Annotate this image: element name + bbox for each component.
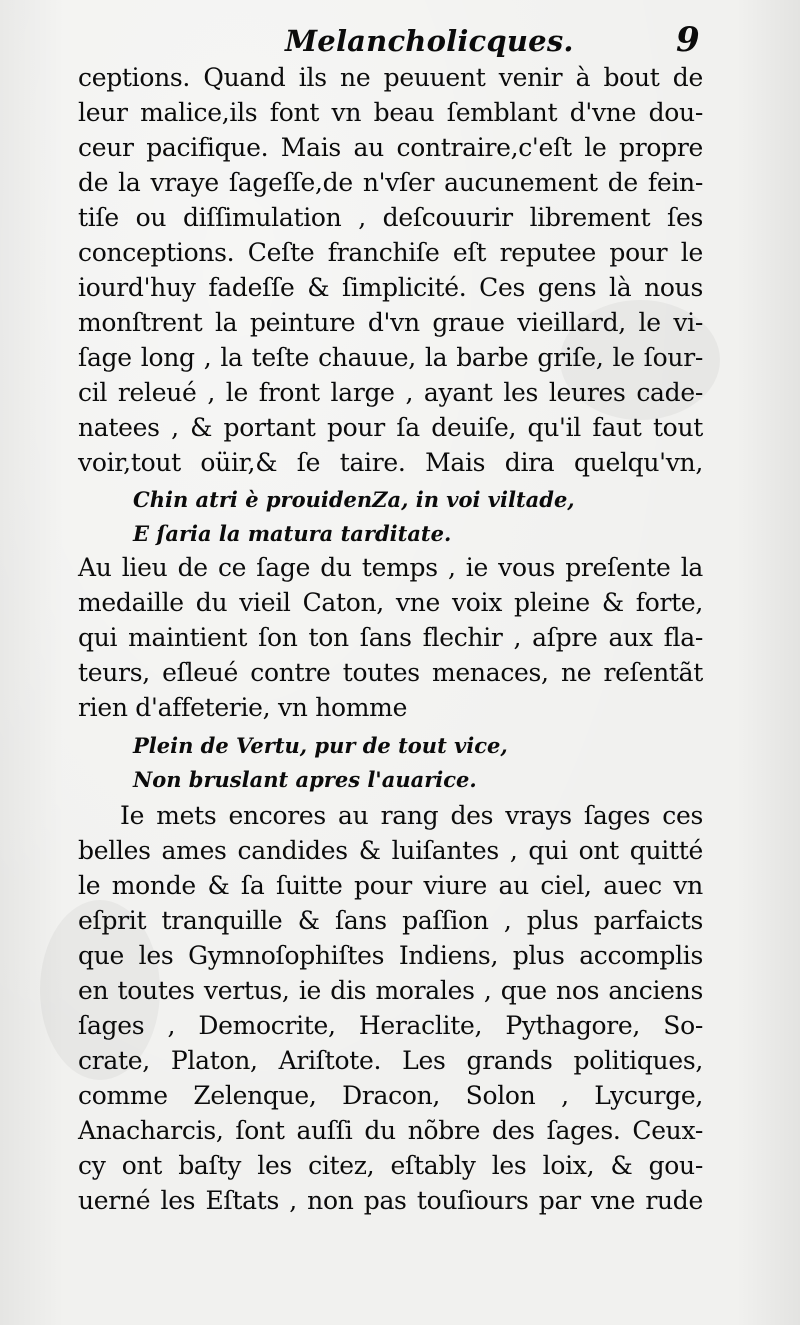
page-number: 9 bbox=[676, 20, 700, 60]
text-line: ceptions. Quand ils ne peuuent venir à bout de bbox=[78, 63, 703, 92]
verse-line: E ſaria la matura tarditate. bbox=[133, 521, 452, 546]
text-line: eſprit tranquille & ſans paſſion , plus parfaicts bbox=[78, 906, 703, 935]
text-line: iourd'huy fadeſſe & ſimplicité. Ces gens là nous bbox=[78, 273, 703, 302]
text-line: monſtrent la peinture d'vn graue vieillard, le vi- bbox=[78, 308, 703, 337]
text-line: comme Zelenque, Dracon, Solon , Lycurge, bbox=[78, 1081, 703, 1110]
text-line: Anacharcis, ſont auſſi du nõbre des ſages. Ceux- bbox=[78, 1116, 703, 1145]
text-line: Ie mets encores au rang des vrays ſages ces bbox=[120, 801, 703, 830]
text-line: leur malice,ils font vn beau ſemblant d'vne dou- bbox=[78, 98, 703, 127]
text-line: que les Gymnoſophiſtes Indiens, plus accomplis bbox=[78, 941, 703, 970]
verse-line: Non bruslant apres l'auarice. bbox=[133, 767, 477, 792]
text-line: voir,tout oüir,& ſe taire. Mais dira quelqu'vn, bbox=[78, 448, 703, 477]
running-title: Melancholicques. bbox=[285, 24, 574, 58]
text-line: rien d'affeterie, vn homme bbox=[78, 693, 408, 722]
text-line: ſage long , la teſte chauue, la barbe griſe, le ſour- bbox=[78, 343, 703, 372]
text-line: tiſe ou diſſimulation , deſcouurir librement ſes bbox=[78, 203, 703, 232]
text-line: teurs, eſleué contre toutes menaces, ne reſentãt bbox=[78, 658, 703, 687]
text-line: crate, Platon, Ariſtote. Les grands politiques, bbox=[78, 1046, 703, 1075]
text-line: uerné les Eſtats , non pas touſiours par vne rude bbox=[78, 1186, 703, 1215]
text-line: natees , & portant pour ſa deuiſe, qu'il faut tout bbox=[78, 413, 703, 442]
text-line: en toutes vertus, ie dis morales , que nos anciens bbox=[78, 976, 703, 1005]
text-line: cy ont baſty les citez, eſtably les loix, & gou- bbox=[78, 1151, 703, 1180]
running-head bbox=[0, 20, 800, 60]
verse-line: Plein de Vertu, pur de tout vice, bbox=[133, 733, 508, 758]
text-line: belles ames candides & luiſantes , qui ont quitté bbox=[78, 836, 703, 865]
text-line: le monde & ſa ſuitte pour viure au ciel, auec vn bbox=[78, 871, 703, 900]
text-line: de la vraye ſageſſe,de n'vſer aucunement de fein- bbox=[78, 168, 703, 197]
text-line: ſages , Democrite, Heraclite, Pythagore, So- bbox=[78, 1011, 703, 1040]
text-line: Au lieu de ce ſage du temps , ie vous preſente la bbox=[78, 553, 703, 582]
verse-line: Chin atri è prouidenZa, in voi viltade, bbox=[133, 487, 575, 512]
text-line: cil releué , le front large , ayant les leures cade- bbox=[78, 378, 703, 407]
text-line: conceptions. Ceſte franchiſe eſt reputee pour le bbox=[78, 238, 703, 267]
text-line: ceur pacifique. Mais au contraire,c'eſt le propre bbox=[78, 133, 703, 162]
text-line: medaille du vieil Caton, vne voix pleine & forte, bbox=[78, 588, 703, 617]
text-line: qui maintient ſon ton ſans flechir , aſpre aux fla- bbox=[78, 623, 703, 652]
